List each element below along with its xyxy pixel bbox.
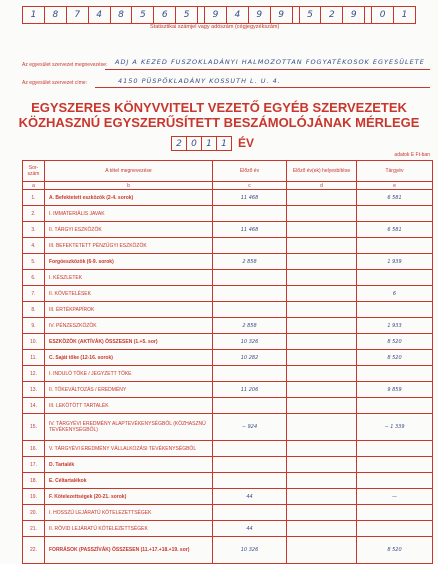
year-boxes <box>172 136 232 151</box>
org-name-value[interactable]: ADJ A KEZED FUSZOKLADÁNYI HALMOZOTTAN FOGYATÉKOSOK EGYESÜLETE <box>115 58 425 66</box>
adjustment-value[interactable] <box>287 441 357 457</box>
column-letter: e <box>357 182 433 190</box>
table-row <box>23 206 433 222</box>
prev-year-value[interactable] <box>213 286 287 302</box>
header-tetel: A tétel megnevezése <box>45 161 213 182</box>
table-row <box>23 222 433 238</box>
current-year-value[interactable] <box>357 366 433 382</box>
adjustment-value[interactable] <box>287 206 357 222</box>
row-number: 12. <box>23 366 45 382</box>
current-year-value[interactable] <box>357 206 433 222</box>
row-name: I. KÉSZLETEK <box>45 270 213 286</box>
table-row <box>23 254 433 270</box>
current-year-value[interactable]: — <box>357 489 433 505</box>
adjustment-value[interactable] <box>287 350 357 366</box>
stat-digit-box[interactable]: 5 <box>131 7 153 23</box>
stat-digit-box[interactable]: 4 <box>88 7 110 23</box>
year-digit[interactable]: 1 <box>201 136 217 151</box>
stat-digit-box[interactable]: 8 <box>44 7 66 23</box>
row-name: III. ÉRTÉKPAPÍROK <box>45 302 213 318</box>
current-year-value[interactable] <box>357 441 433 457</box>
adjustment-value[interactable] <box>287 505 357 521</box>
table-row <box>23 334 433 350</box>
row-number: 5. <box>23 254 45 270</box>
table-row <box>23 382 433 398</box>
row-number: 1. <box>23 190 45 206</box>
adjustment-value[interactable] <box>287 286 357 302</box>
header-elozo: Előző év <box>213 161 287 182</box>
row-number: 7. <box>23 286 45 302</box>
stat-digit-box[interactable]: 9 <box>342 7 364 23</box>
current-year-value[interactable] <box>357 302 433 318</box>
column-letter-row <box>23 182 433 190</box>
prev-year-value[interactable] <box>213 302 287 318</box>
current-year-value[interactable]: 8 520 <box>357 334 433 350</box>
prev-year-value[interactable]: 10 282 <box>213 350 287 366</box>
table-row <box>23 366 433 382</box>
year-suffix: ÉV <box>238 136 255 150</box>
row-name: C. Saját tőke (12-16. sorok) <box>45 350 213 366</box>
row-name: Forgóeszközök (6-9. sorok) <box>45 254 213 270</box>
prev-year-value[interactable]: 44 <box>213 489 287 505</box>
row-name: D. Tartalék <box>45 457 213 473</box>
unit-note: adatok E Ft-ban <box>394 152 430 158</box>
row-name: II. KÖVETELÉSEK <box>45 286 213 302</box>
prev-year-value[interactable]: 11 468 <box>213 222 287 238</box>
prev-year-value[interactable] <box>213 398 287 414</box>
row-number: 10. <box>23 334 45 350</box>
adjustment-value[interactable] <box>287 489 357 505</box>
table-row <box>23 318 433 334</box>
adjustment-value[interactable] <box>287 382 357 398</box>
org-address-value[interactable]: 4150 PÜSPÖKLADÁNY KOSSUTH L. U. 4. <box>118 77 281 85</box>
row-name: ESZKÖZÖK (AKTÍVÁK) ÖSSZESEN (1.+5. sor) <box>45 334 213 350</box>
stat-digit-box[interactable]: 6 <box>153 7 175 23</box>
stat-digit-box[interactable]: 9 <box>248 7 270 23</box>
table-row <box>23 414 433 441</box>
column-letter: a <box>23 182 45 190</box>
row-name: V. TÁRGYÉVI EREDMÉNY VÁLLALKOZÁSI TEVÉKENYSÉGBŐL <box>45 441 213 457</box>
row-name: IV. TÁRGYÉVI EREDMÉNY ALAPTEVÉKENYSÉGBŐL (KÖZHASZNÚ TEVÉKENYSÉGBŐL) <box>45 414 213 441</box>
adjustment-value[interactable] <box>287 238 357 254</box>
prev-year-value[interactable]: 10 326 <box>213 537 287 564</box>
stat-digit-box[interactable]: 0 <box>371 7 393 23</box>
adjustment-value[interactable] <box>287 334 357 350</box>
current-year-value[interactable]: 9 859 <box>357 382 433 398</box>
table-row <box>23 457 433 473</box>
org-name-label: Az egyesület szervezet megnevezése: <box>22 62 108 68</box>
table-row <box>23 537 433 564</box>
column-letter: d <box>287 182 357 190</box>
adjustment-value[interactable] <box>287 302 357 318</box>
table-header-row <box>23 161 433 182</box>
adjustment-value[interactable] <box>287 398 357 414</box>
stat-digit-box[interactable]: 5 <box>299 7 321 23</box>
org-address-label: Az egyesület szervezet címe: <box>22 80 88 86</box>
statistical-number-boxes <box>22 6 416 24</box>
prev-year-value[interactable]: 11 206 <box>213 382 287 398</box>
prev-year-value[interactable]: 2 858 <box>213 254 287 270</box>
form-title-line2: KÖZHASZNÚ EGYSZERŰSÍTETT BESZÁMOLÓJÁNAK MÉRLEGE <box>18 115 420 130</box>
column-letter: b <box>45 182 213 190</box>
adjustment-value[interactable] <box>287 190 357 206</box>
prev-year-value[interactable] <box>213 206 287 222</box>
prev-year-value[interactable]: 10 326 <box>213 334 287 350</box>
current-year-value[interactable]: 6 581 <box>357 222 433 238</box>
prev-year-value[interactable]: 44 <box>213 521 287 537</box>
current-year-value[interactable]: 6 581 <box>357 190 433 206</box>
statistical-number-caption: Statisztikai számjel vagy adószám (cégjegyzékszám) <box>150 24 280 30</box>
row-number: 2. <box>23 206 45 222</box>
row-number: 6. <box>23 270 45 286</box>
current-year-value[interactable]: 8 520 <box>357 537 433 564</box>
table-row <box>23 238 433 254</box>
row-name: I. IMMATERIÁLIS JAVAK <box>45 206 213 222</box>
adjustment-value[interactable] <box>287 222 357 238</box>
stat-digit-box[interactable]: 9 <box>270 7 292 23</box>
row-number: 9. <box>23 318 45 334</box>
stat-digit-box[interactable]: 9 <box>204 7 226 23</box>
prev-year-value[interactable]: 2 858 <box>213 318 287 334</box>
stat-digit-box[interactable]: 2 <box>320 7 342 23</box>
prev-year-value[interactable] <box>213 270 287 286</box>
stat-digit-box[interactable]: 4 <box>226 7 248 23</box>
year-digit[interactable]: 2 <box>171 136 187 151</box>
prev-year-value[interactable] <box>213 366 287 382</box>
adjustment-value[interactable] <box>287 270 357 286</box>
row-number: 21. <box>23 521 45 537</box>
prev-year-value[interactable] <box>213 238 287 254</box>
stat-digit-box[interactable]: 1 <box>393 7 415 23</box>
box-separator <box>364 7 371 23</box>
current-year-value[interactable] <box>357 521 433 537</box>
prev-year-value[interactable] <box>213 473 287 489</box>
row-number: 20. <box>23 505 45 521</box>
table-row <box>23 505 433 521</box>
header-sorszam: Sor-szám <box>23 161 45 182</box>
row-name: F. Kötelezettségek (20-21. sorok) <box>45 489 213 505</box>
row-number: 19. <box>23 489 45 505</box>
row-number: 4. <box>23 238 45 254</box>
table-row <box>23 398 433 414</box>
row-name: I. HOSSZÚ LEJÁRATÚ KÖTELEZETTSÉGEK <box>45 505 213 521</box>
adjustment-value[interactable] <box>287 414 357 441</box>
adjustment-value[interactable] <box>287 254 357 270</box>
adjustment-value[interactable] <box>287 366 357 382</box>
row-name: A. Befektetett eszközök (2-4. sorok) <box>45 190 213 206</box>
form-title-line1: EGYSZERES KÖNYVVITELT VEZETŐ EGYÉB SZERVEZETEK <box>31 100 407 115</box>
current-year-value[interactable]: 8 520 <box>357 350 433 366</box>
prev-year-value[interactable] <box>213 441 287 457</box>
stat-digit-box[interactable]: 1 <box>30 10 37 20</box>
row-name: IV. PÉNZESZKÖZÖK <box>45 318 213 334</box>
header-targyev: Tárgyév <box>357 161 433 182</box>
current-year-value[interactable] <box>357 473 433 489</box>
row-number: 3. <box>23 222 45 238</box>
row-number: 17. <box>23 457 45 473</box>
current-year-value[interactable] <box>357 270 433 286</box>
stat-digit-box[interactable]: 7 <box>66 7 88 23</box>
current-year-value[interactable] <box>357 238 433 254</box>
column-letter: c <box>213 182 287 190</box>
current-year-value[interactable] <box>357 398 433 414</box>
row-name: III. LEKÖTÖTT TARTALÉK <box>45 398 213 414</box>
table-row <box>23 286 433 302</box>
year-digit[interactable]: 1 <box>216 136 232 151</box>
prev-year-value[interactable]: 11 468 <box>213 190 287 206</box>
table-row <box>23 489 433 505</box>
row-number: 22. <box>23 537 45 564</box>
table-row <box>23 521 433 537</box>
row-name: I. INDULÓ TŐKE / JEGYZETT TŐKE <box>45 366 213 382</box>
table-row <box>23 190 433 206</box>
row-number: 15. <box>23 414 45 441</box>
table-row <box>23 473 433 489</box>
table-row <box>23 302 433 318</box>
balance-sheet-table <box>22 160 433 564</box>
current-year-value[interactable]: 1 939 <box>357 254 433 270</box>
prev-year-value[interactable] <box>213 457 287 473</box>
box-separator <box>197 7 204 23</box>
table-row <box>23 350 433 366</box>
row-name: FORRÁSOK (PASSZÍVÁK) ÖSSZESEN (11.+17.+18.+19. sor) <box>45 537 213 564</box>
row-number: 16. <box>23 441 45 457</box>
row-name: II. TÁRGYI ESZKÖZÖK <box>45 222 213 238</box>
row-number: 8. <box>23 302 45 318</box>
box-separator <box>292 7 299 23</box>
row-name: III. BEFEKTETETT PÉNZÜGYI ESZKÖZÖK <box>45 238 213 254</box>
row-number: 13. <box>23 382 45 398</box>
stat-digit-box[interactable]: 8 <box>110 7 132 23</box>
header-modositas: Előző év(ek) helyesbítése <box>287 161 357 182</box>
current-year-value[interactable]: − 1 339 <box>357 414 433 441</box>
prev-year-value[interactable]: − 924 <box>213 414 287 441</box>
adjustment-value[interactable] <box>287 521 357 537</box>
row-name: E. Céltartalékok <box>45 473 213 489</box>
stat-digit-box[interactable]: 5 <box>175 7 197 23</box>
current-year-value[interactable]: 1 933 <box>357 318 433 334</box>
row-number: 11. <box>23 350 45 366</box>
table-row <box>23 270 433 286</box>
row-number: 18. <box>23 473 45 489</box>
adjustment-value[interactable] <box>287 537 357 564</box>
table-row <box>23 441 433 457</box>
adjustment-value[interactable] <box>287 457 357 473</box>
year-digit[interactable]: 0 <box>186 136 202 151</box>
current-year-value[interactable]: 6 <box>357 286 433 302</box>
current-year-value[interactable] <box>357 457 433 473</box>
row-name: II. TŐKEVÁLTOZÁS / EREDMÉNY <box>45 382 213 398</box>
adjustment-value[interactable] <box>287 473 357 489</box>
row-name: II. RÖVID LEJÁRATÚ KÖTELEZETTSÉGEK <box>45 521 213 537</box>
row-number: 14. <box>23 398 45 414</box>
current-year-value[interactable] <box>357 505 433 521</box>
adjustment-value[interactable] <box>287 318 357 334</box>
prev-year-value[interactable] <box>213 505 287 521</box>
